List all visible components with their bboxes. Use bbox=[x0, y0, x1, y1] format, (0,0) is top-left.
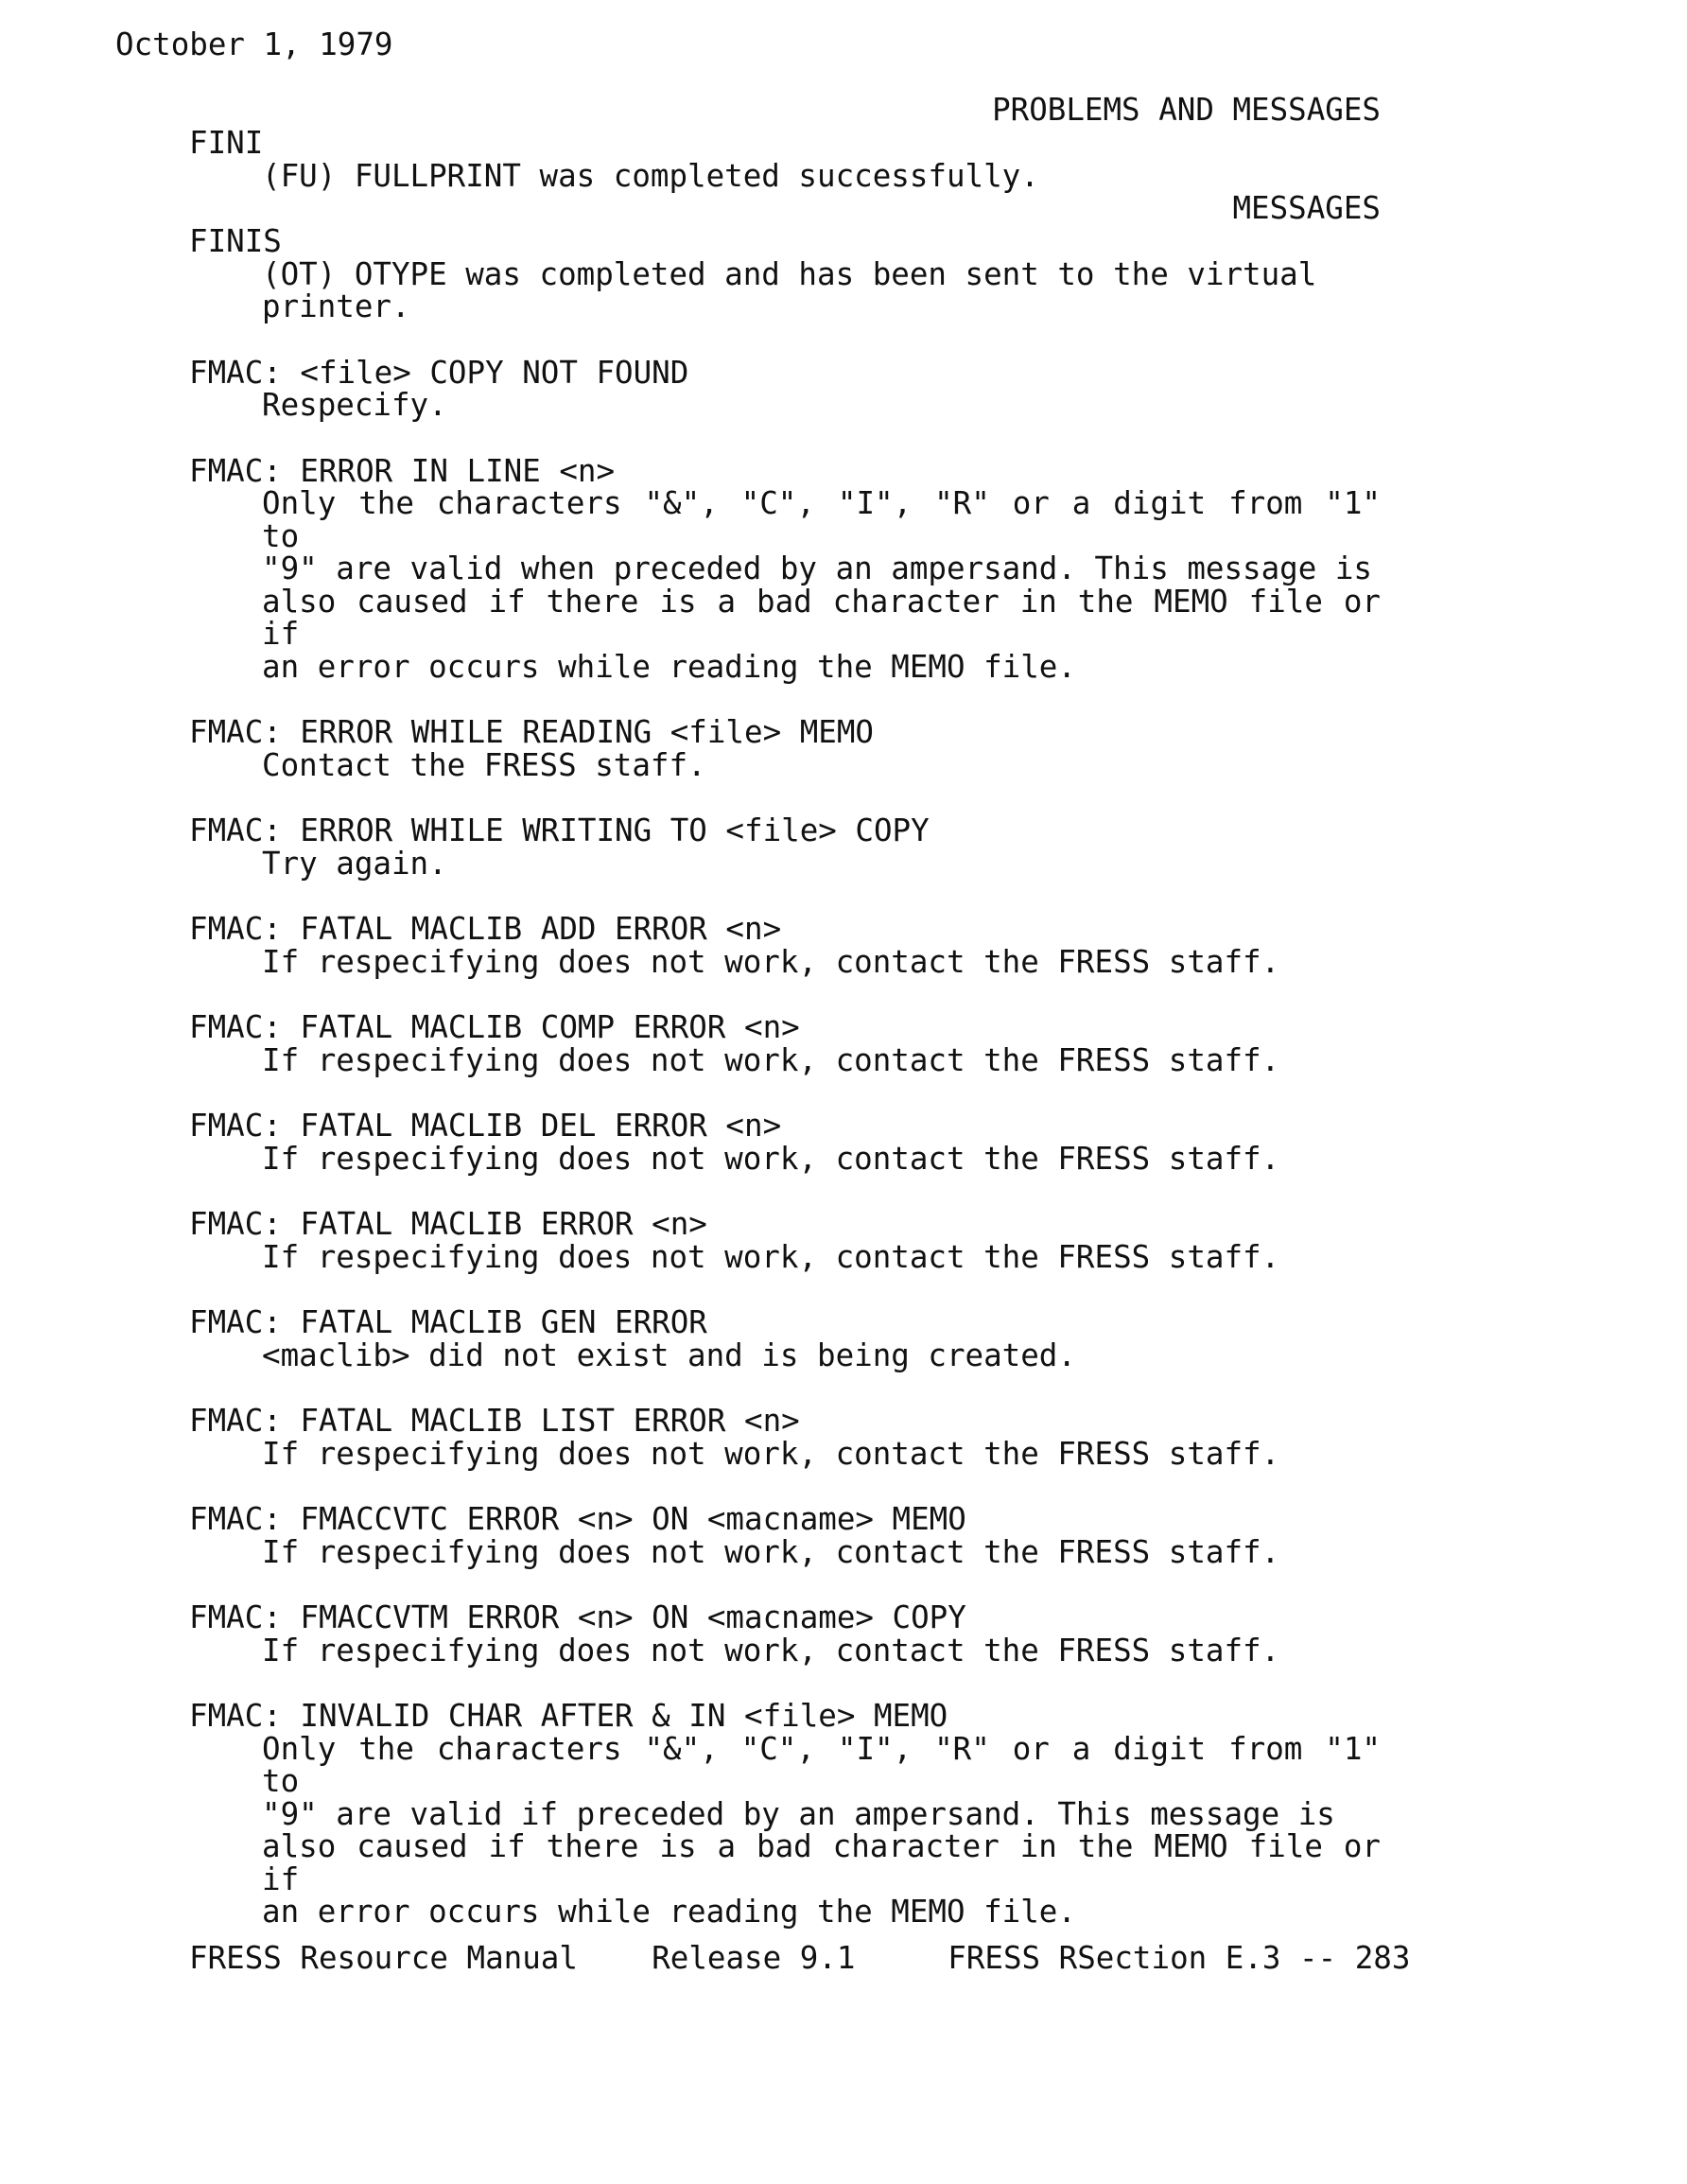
description-line: Only the characters "&", "C", "I", "R" or a digit from "1" to bbox=[262, 1730, 1381, 1799]
header-section-title: PROBLEMS AND MESSAGES bbox=[992, 92, 1381, 128]
description-line: <maclib> did not exist and is being created. bbox=[262, 1337, 1076, 1373]
message-code: FMAC: FATAL MACLIB GEN ERROR bbox=[189, 1304, 707, 1340]
message-code: FMAC: ERROR IN LINE <n> bbox=[189, 452, 616, 489]
description-line: If respecifying does not work, contact the FRESS staff. bbox=[262, 943, 1280, 980]
message-entry bbox=[189, 225, 1381, 323]
description-line: an error occurs while reading the MEMO file. bbox=[262, 1894, 1076, 1930]
description-line: If respecifying does not work, contact the FRESS staff. bbox=[262, 1632, 1280, 1669]
message-entry bbox=[189, 1601, 1381, 1667]
message-code: FINI bbox=[189, 125, 264, 161]
message-description bbox=[189, 1238, 1381, 1275]
description-line: also caused if there is a bad character in the MEMO file or if bbox=[262, 1828, 1381, 1897]
message-code: FMAC: FMACCVTM ERROR <n> ON <macname> COPY bbox=[189, 1599, 966, 1635]
message-description bbox=[189, 157, 1381, 194]
message-description bbox=[189, 943, 1381, 980]
footer-manual: FRESS Resource Manual bbox=[189, 1940, 578, 1976]
message-description bbox=[189, 1634, 1381, 1668]
message-entry bbox=[189, 127, 1381, 192]
message-description bbox=[189, 389, 1381, 422]
description-line: Only the characters "&", "C", "I", "R" or a digit from "1" to bbox=[262, 485, 1381, 554]
message-entry bbox=[189, 913, 1381, 978]
message-code: FMAC: ERROR WHILE READING <file> MEMO bbox=[189, 714, 874, 750]
message-entry bbox=[189, 354, 1381, 423]
message-entry bbox=[189, 1306, 1381, 1372]
footer-page-ref: FRESS RSection E.3 -- 283 bbox=[948, 1940, 1411, 1976]
message-description bbox=[189, 1435, 1381, 1472]
description-line: Try again. bbox=[262, 845, 447, 882]
description-line: If respecifying does not work, contact the FRESS staff. bbox=[262, 1041, 1280, 1078]
message-entry bbox=[189, 1700, 1381, 1929]
message-description bbox=[189, 1339, 1381, 1372]
description-line: Contact the FRESS staff. bbox=[262, 746, 706, 783]
message-code: FMAC: INVALID CHAR AFTER & IN <file> MEMO bbox=[189, 1698, 948, 1734]
message-list bbox=[189, 127, 1381, 1962]
header-section-subtitle: MESSAGES bbox=[1232, 189, 1381, 226]
message-entry bbox=[189, 1109, 1381, 1175]
message-entry bbox=[189, 452, 1381, 685]
message-description bbox=[189, 746, 1381, 783]
message-entry bbox=[189, 1503, 1381, 1568]
description-line: "9" are valid if preceded by an ampersand. This message is bbox=[262, 1795, 1335, 1832]
message-entry bbox=[189, 1208, 1381, 1273]
message-description bbox=[189, 487, 1381, 683]
message-code: FMAC: FATAL MACLIB COMP ERROR <n> bbox=[189, 1009, 800, 1045]
message-description bbox=[189, 255, 1381, 324]
description-line: If respecifying does not work, contact the FRESS staff. bbox=[262, 1533, 1280, 1570]
description-line: "9" are valid when preceded by an ampersand. This message is bbox=[262, 550, 1372, 586]
message-code: FMAC: ERROR WHILE WRITING TO <file> COPY bbox=[189, 812, 930, 848]
description-line: Respecify. bbox=[262, 387, 447, 423]
message-code: FMAC: FATAL MACLIB ERROR <n> bbox=[189, 1206, 707, 1242]
message-description bbox=[189, 1533, 1381, 1570]
message-description bbox=[189, 847, 1381, 881]
message-entry bbox=[189, 1011, 1381, 1076]
page-footer bbox=[189, 1942, 1410, 1975]
message-code: FMAC: FMACCVTC ERROR <n> ON <macname> MEMO bbox=[189, 1501, 966, 1537]
footer-release: Release 9.1 bbox=[652, 1940, 856, 1976]
description-line: (OT) OTYPE was completed and has been sent to the virtual bbox=[262, 255, 1317, 292]
description-line: (FU) FULLPRINT was completed successfully. bbox=[262, 157, 1039, 194]
message-description bbox=[189, 1140, 1381, 1177]
description-line: also caused if there is a bad character in the MEMO file or if bbox=[262, 583, 1381, 652]
message-entry bbox=[189, 1405, 1381, 1470]
message-code: FMAC: <file> COPY NOT FOUND bbox=[189, 354, 689, 391]
description-line: an error occurs while reading the MEMO file. bbox=[262, 648, 1076, 685]
message-description bbox=[189, 1730, 1381, 1930]
header-date: October 1, 1979 bbox=[115, 26, 393, 62]
message-entry bbox=[189, 814, 1381, 880]
description-line: If respecifying does not work, contact the FRESS staff. bbox=[262, 1435, 1280, 1472]
message-code: FINIS bbox=[189, 223, 282, 259]
message-code: FMAC: FATAL MACLIB DEL ERROR <n> bbox=[189, 1108, 782, 1144]
description-line: If respecifying does not work, contact the FRESS staff. bbox=[262, 1238, 1280, 1275]
message-code: FMAC: FATAL MACLIB LIST ERROR <n> bbox=[189, 1403, 800, 1439]
description-line: printer. bbox=[262, 288, 410, 324]
description-line: If respecifying does not work, contact the FRESS staff. bbox=[262, 1140, 1280, 1177]
message-code: FMAC: FATAL MACLIB ADD ERROR <n> bbox=[189, 911, 782, 947]
message-entry bbox=[189, 716, 1381, 781]
message-description bbox=[189, 1041, 1381, 1078]
